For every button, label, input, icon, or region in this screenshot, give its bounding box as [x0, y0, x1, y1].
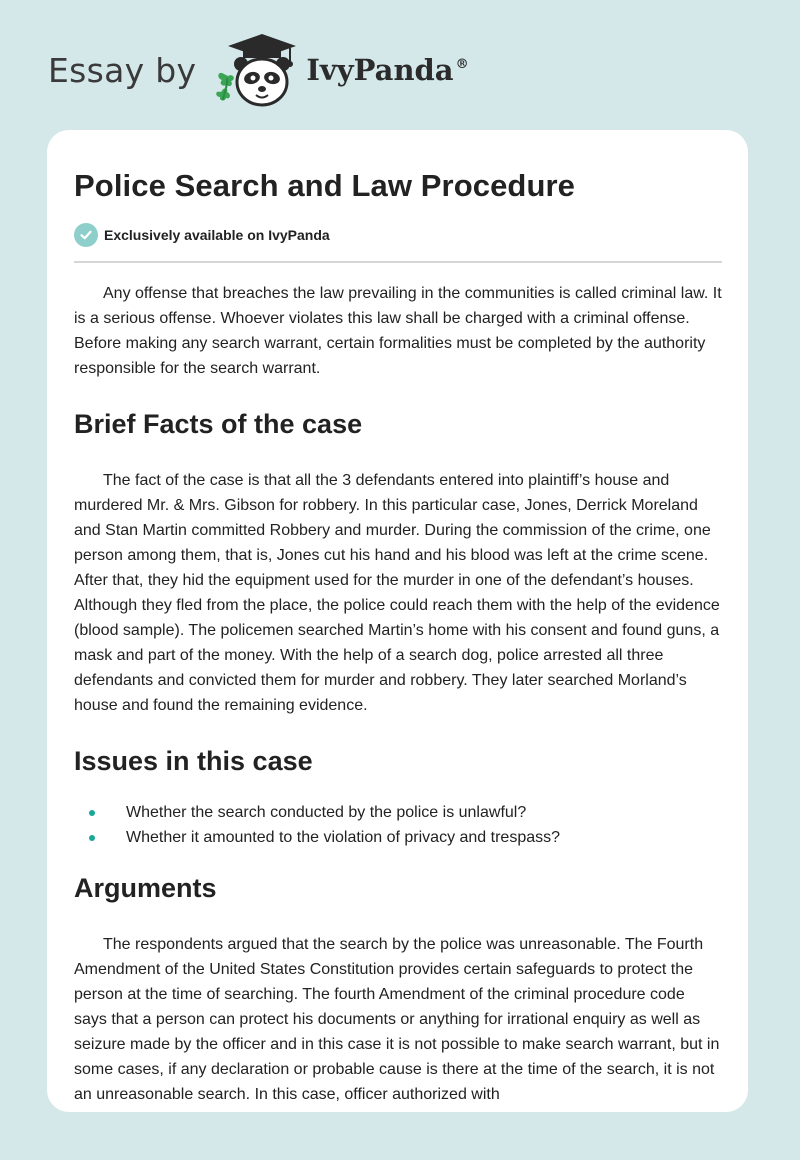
page-title: Police Search and Law Procedure — [74, 168, 576, 203]
trademark-symbol: ® — [455, 57, 469, 72]
exclusive-badge — [74, 223, 722, 247]
brand-label: IvyPanda — [306, 53, 454, 87]
issue-text: Whether it amounted to the violation of privacy and trespass? — [126, 829, 561, 846]
essay-by-label: Essay by — [48, 50, 197, 90]
ivypanda-logo-icon[interactable] — [210, 30, 302, 110]
article-card — [47, 130, 748, 1112]
list-item — [74, 800, 722, 825]
section-heading-facts: Brief Facts of the case — [74, 409, 363, 439]
brand-name[interactable] — [306, 53, 468, 87]
title-divider — [74, 261, 722, 263]
facts-paragraph: The fact of the case is that all the 3 defendants entered into plaintiff’s house and murdered Mr. & Mrs. Gibson for robbery. In this particular case, Jones, Derrick Moreland and Stan Martin committed Robbery and murder. During the commission of the crime, one person among them, that is, Jones cut his hand and his blood was left at the crime scene. After that, they hid the equipment used for the murder in one of the defendant’s houses. Although they fled from the place, the police could reach them with the help of the evidence (blood sample). The policemen searched Martin’s home with his consent and found guns, a mask and part of the money. With the help of a search dog, police arrested all three defendants and convicted them for murder and robbery. They later searched Morland’s house and found the remaining evidence. — [74, 472, 720, 714]
section-heading-arguments: Arguments — [74, 873, 217, 903]
site-header — [48, 30, 469, 110]
issue-text: Whether the search conducted by the police is unlawful? — [126, 804, 527, 821]
list-item — [74, 825, 722, 850]
issues-list — [74, 800, 722, 850]
exclusive-label: Exclusively available on IvyPanda — [104, 227, 330, 243]
intro-paragraph: Any offense that breaches the law prevailing in the communities is called criminal law. It is a serious offense. Whoever violates this law shall be charged with a criminal offense. Before making any search warrant, certain formalities must be completed by the authority responsible for the search warrant. — [74, 285, 722, 377]
section-heading-issues: Issues in this case — [74, 746, 313, 776]
bullet-icon — [89, 810, 95, 816]
arguments-paragraph: The respondents argued that the search by the police was unreasonable. The Fourth Amendment of the United States Constitution provides certain safeguards to protect the person at the time of searching. The fourth Amendment of the criminal procedure code says that a person can protect his documents or anything for irrational enquiry as well as seizure made by the officer and in this case it is not possible to make search warrant, but in some cases, if any declaration or probable cause is there at the time of the search, it is not an unreasonable search. In this case, officer authorized with — [74, 936, 720, 1103]
bullet-icon — [89, 835, 95, 841]
check-icon — [74, 223, 98, 247]
